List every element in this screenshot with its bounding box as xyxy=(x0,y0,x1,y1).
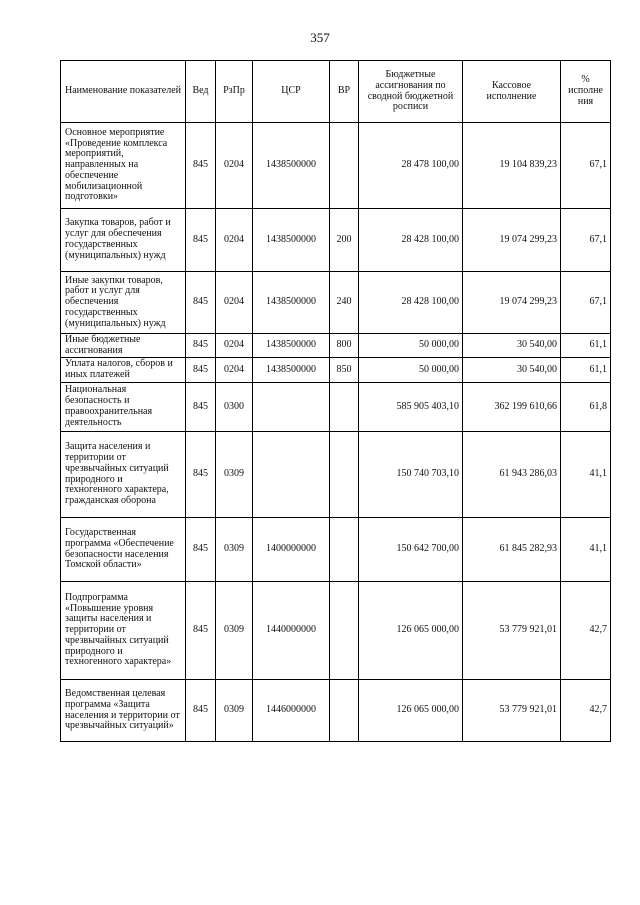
row-name: Государственная программа «Обеспечение безопасности населения Томской области» xyxy=(61,518,186,582)
row-ved: 845 xyxy=(186,582,216,680)
row-cash: 362 199 610,66 xyxy=(463,383,561,432)
row-percent: 41,1 xyxy=(561,432,611,518)
row-name: Иные закупки товаров, работ и услуг для обеспечения государственных (муниципальных) нужд xyxy=(61,272,186,334)
table-row xyxy=(61,432,611,518)
table-row xyxy=(61,680,611,742)
table-row xyxy=(61,518,611,582)
table-row xyxy=(61,582,611,680)
row-vr xyxy=(330,680,359,742)
row-ved: 845 xyxy=(186,383,216,432)
row-percent: 41,1 xyxy=(561,518,611,582)
row-rzpr: 0300 xyxy=(216,383,253,432)
row-cash: 53 779 921,01 xyxy=(463,582,561,680)
row-vr: 200 xyxy=(330,209,359,272)
row-budget: 585 905 403,10 xyxy=(359,383,463,432)
row-csr: 1446000000 xyxy=(253,680,330,742)
row-rzpr: 0204 xyxy=(216,334,253,358)
table-row xyxy=(61,358,611,383)
row-name: Основное мероприятие «Проведение комплекса мероприятий, направленных на обеспечение мобилизационной подготовки» xyxy=(61,123,186,209)
row-budget: 150 642 700,00 xyxy=(359,518,463,582)
header-budget: Бюджетные ассигнования по сводной бюджетной росписи xyxy=(359,61,463,123)
row-csr: 1438500000 xyxy=(253,334,330,358)
row-percent: 67,1 xyxy=(561,123,611,209)
header-percent: % исполне ния xyxy=(561,61,611,123)
row-vr: 240 xyxy=(330,272,359,334)
row-cash: 30 540,00 xyxy=(463,358,561,383)
row-rzpr: 0309 xyxy=(216,432,253,518)
row-name: Национальная безопасность и правоохранительная деятельность xyxy=(61,383,186,432)
row-cash: 61 943 286,03 xyxy=(463,432,561,518)
row-name: Уплата налогов, сборов и иных платежей xyxy=(61,358,186,383)
row-rzpr: 0309 xyxy=(216,680,253,742)
header-csr: ЦСР xyxy=(253,61,330,123)
row-name: Защита населения и территории от чрезвычайных ситуаций природного и техногенного характера, гражданская оборона xyxy=(61,432,186,518)
row-cash: 19 104 839,23 xyxy=(463,123,561,209)
header-ved: Вед xyxy=(186,61,216,123)
row-vr: 850 xyxy=(330,358,359,383)
row-vr xyxy=(330,582,359,680)
row-csr: 1438500000 xyxy=(253,209,330,272)
row-csr: 1438500000 xyxy=(253,272,330,334)
row-cash: 30 540,00 xyxy=(463,334,561,358)
row-rzpr: 0204 xyxy=(216,272,253,334)
header-vr: ВР xyxy=(330,61,359,123)
table-row xyxy=(61,209,611,272)
row-percent: 42,7 xyxy=(561,582,611,680)
table-header-row xyxy=(61,61,611,123)
row-percent: 42,7 xyxy=(561,680,611,742)
row-budget: 50 000,00 xyxy=(359,334,463,358)
row-budget: 28 428 100,00 xyxy=(359,209,463,272)
row-rzpr: 0204 xyxy=(216,358,253,383)
row-name: Ведомственная целевая программа «Защита населения и территории от чрезвычайных ситуаций» xyxy=(61,680,186,742)
row-ved: 845 xyxy=(186,334,216,358)
row-budget: 126 065 000,00 xyxy=(359,582,463,680)
row-ved: 845 xyxy=(186,209,216,272)
row-cash: 19 074 299,23 xyxy=(463,272,561,334)
row-ved: 845 xyxy=(186,272,216,334)
row-rzpr: 0204 xyxy=(216,209,253,272)
row-csr xyxy=(253,432,330,518)
table-row xyxy=(61,123,611,209)
budget-execution-table xyxy=(60,60,611,742)
row-rzpr: 0204 xyxy=(216,123,253,209)
table-row xyxy=(61,383,611,432)
row-ved: 845 xyxy=(186,123,216,209)
row-csr: 1400000000 xyxy=(253,518,330,582)
header-name: Наименование показателей xyxy=(61,61,186,123)
row-budget: 28 428 100,00 xyxy=(359,272,463,334)
row-budget: 28 478 100,00 xyxy=(359,123,463,209)
row-csr: 1440000000 xyxy=(253,582,330,680)
row-ved: 845 xyxy=(186,680,216,742)
row-name: Подпрограмма «Повышение уровня защиты населения и территории от чрезвычайных ситуаций природного и техногенного характера» xyxy=(61,582,186,680)
row-percent: 61,1 xyxy=(561,334,611,358)
row-percent: 61,8 xyxy=(561,383,611,432)
row-cash: 19 074 299,23 xyxy=(463,209,561,272)
row-vr: 800 xyxy=(330,334,359,358)
row-budget: 126 065 000,00 xyxy=(359,680,463,742)
row-vr xyxy=(330,123,359,209)
row-csr: 1438500000 xyxy=(253,123,330,209)
row-name: Иные бюджетные ассигнования xyxy=(61,334,186,358)
row-percent: 67,1 xyxy=(561,272,611,334)
page-number: 357 xyxy=(310,30,330,45)
row-percent: 61,1 xyxy=(561,358,611,383)
table-row xyxy=(61,334,611,358)
row-vr xyxy=(330,518,359,582)
row-ved: 845 xyxy=(186,432,216,518)
row-budget: 150 740 703,10 xyxy=(359,432,463,518)
row-percent: 67,1 xyxy=(561,209,611,272)
row-vr xyxy=(330,432,359,518)
header-cash: Кассовое исполнение xyxy=(463,61,561,123)
row-vr xyxy=(330,383,359,432)
table-row xyxy=(61,272,611,334)
header-rzpr: РзПр xyxy=(216,61,253,123)
row-name: Закупка товаров, работ и услуг для обеспечения государственных (муниципальных) нужд xyxy=(61,209,186,272)
row-csr: 1438500000 xyxy=(253,358,330,383)
row-cash: 61 845 282,93 xyxy=(463,518,561,582)
row-rzpr: 0309 xyxy=(216,582,253,680)
row-rzpr: 0309 xyxy=(216,518,253,582)
row-budget: 50 000,00 xyxy=(359,358,463,383)
row-ved: 845 xyxy=(186,358,216,383)
row-csr xyxy=(253,383,330,432)
row-ved: 845 xyxy=(186,518,216,582)
row-cash: 53 779 921,01 xyxy=(463,680,561,742)
